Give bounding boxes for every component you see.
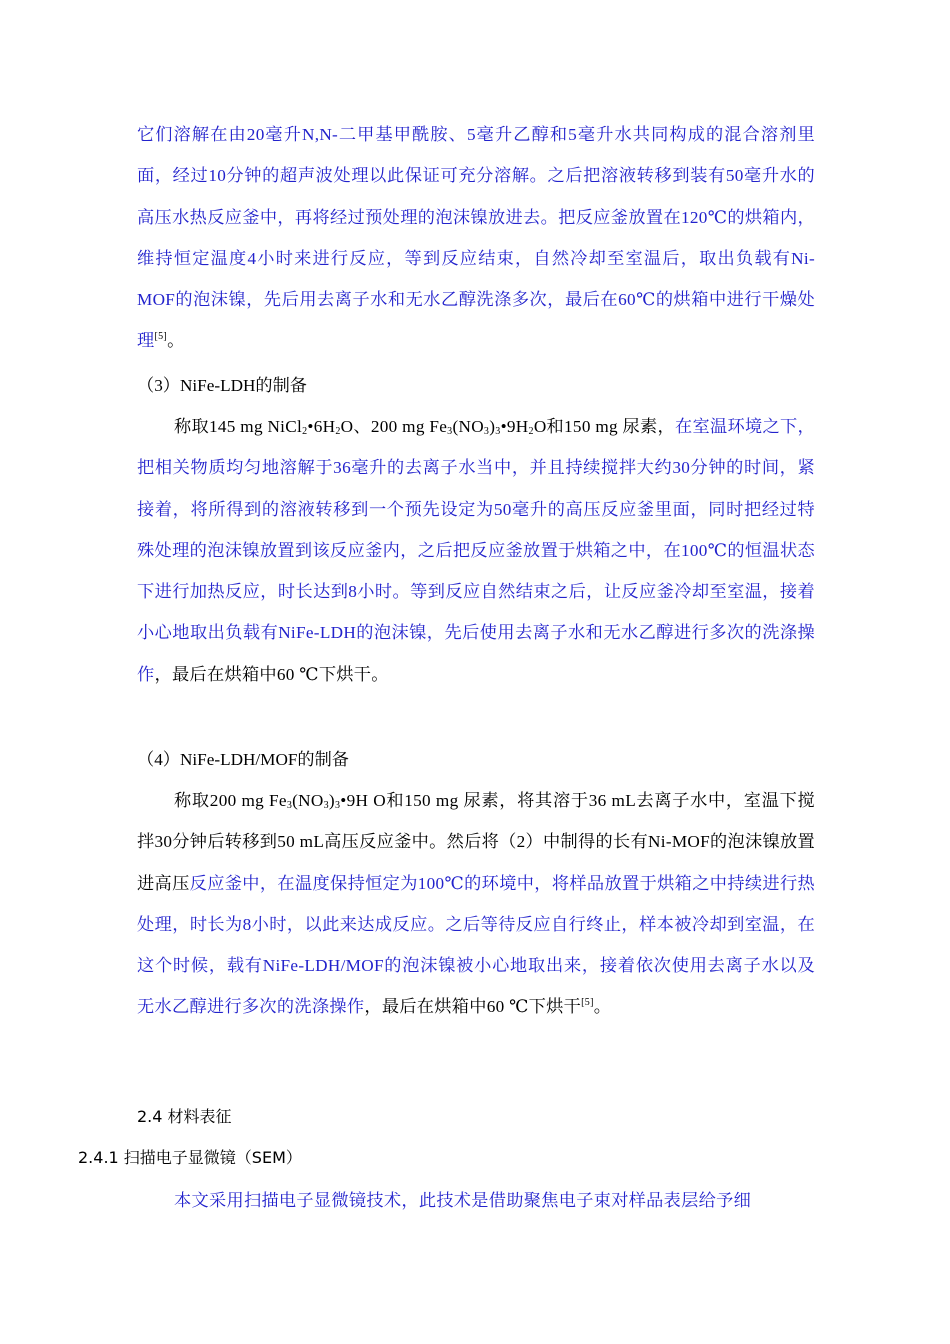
citation-ref: [5]	[581, 997, 594, 1009]
highlighted-text: 反应釜中，在温度保持恒定为100℃的环境中，将样品放置于烘箱之中持续进行热处理，时长为8小时，以此来达成反应。之后等待反应自行终止，样本被冷却到室温，在这个时候，载有NiFe-LDH/MOF的泡沫镍被小心地取出来，接着依次使用去离子水以及无水乙醇进行多次的洗涤操作	[137, 873, 815, 1017]
heading-nife-ldh: （3）NiFe-LDH的制备	[137, 376, 307, 395]
citation-ref: [5]	[154, 331, 168, 343]
section-heading-characterization: 2.4 材料表征	[137, 1107, 232, 1126]
paragraph-nife-ldh-mof-prep: 称取200 mg $Fe_3(NO_3)_3•9H$ O和150 mg 尿素，将其溶于36 mL去离子水中，室温下搅拌30分钟后转移到50 mL高压反应釜中。然后将（2）中制得的长有Ni-MOF的泡沫镍放置进高压反应釜中，在温度保持恒定为100℃的环境中，将样品放置于烘箱之中持续进行热处理，时长为8小时，以此来达成反应。之后等待反应自行终止，样本被冷却到室温，在这个时候，载有NiFe-LDH/MOF的泡沫镍被小心地取出来，接着依次使用去离子水以及无水乙醇进行多次的洗涤操作，最后在烘箱中60 ℃下烘干[5]。	[137, 791, 815, 1017]
highlighted-text: 在室温环境之下，把相关物质均匀地溶解于36毫升的去离子水当中，并且持续搅拌大约30分钟的时间，紧接着，将所得到的溶液转移到一个预先设定为50毫升的高压反应釜里面，同时把经过特殊处理的泡沫镍放置到该反应釜内，之后把反应釜放置于烘箱之中，在100℃的恒温状态下进行加热反应，时长达到8小时。等到反应自然结束之后，让反应釜冷却至室温，接着小心地取出负载有NiFe-LDH的泡沫镍，先后使用去离子水和无水乙醇进行多次的洗涤操作	[137, 417, 815, 684]
subsection-heading-sem: 2.4.1 扫描电子显微镜（SEM）	[78, 1148, 302, 1167]
paragraph-text: 它们溶解在由20毫升N,N-二甲基甲酰胺、5毫升乙醇和5毫升水共同构成的混合溶剂里面，经过10分钟的超声波处理以此保证可充分溶解。之后把溶液转移到装有50毫升水的高压水热反应釜中，再将经过预处理的泡沫镍放进去。把反应釜放置在120℃的烘箱内，维持恒定温度4小时来进行反应，等到反应结束，自然冷却至室温后，取出负载有Ni-MOF的泡沫镍，先后用去离子水和无水乙醇洗涤多次，最后在60℃的烘箱中进行干燥处理	[137, 125, 815, 351]
paragraph-ni-mof-prep: 它们溶解在由20毫升N,N-二甲基甲酰胺、5毫升乙醇和5毫升水共同构成的混合溶剂里面，经过10分钟的超声波处理以此保证可充分溶解。之后把溶液转移到装有50毫升水的高压水热反应釜中，再将经过预处理的泡沫镍放进去。把反应釜放置在120℃的烘箱内，维持恒定温度4小时来进行反应，等到反应结束，自然冷却至室温后，取出负载有Ni-MOF的泡沫镍，先后用去离子水和无水乙醇洗涤多次，最后在60℃的烘箱中进行干燥处理[5]。	[137, 125, 815, 351]
heading-nife-ldh-mof: （4）NiFe-LDH/MOF的制备	[137, 750, 349, 769]
paragraph-nife-ldh-prep: 称取145 mg $NiCl_2•6H_2O$、200 mg $Fe_3(NO_3)_3•9H_2O$和150 mg 尿素，在室温环境之下，把相关物质均匀地溶解于36毫升的去离子水当中，并且持续搅拌大约30分钟的时间，紧接着，将所得到的溶液转移到一个预先设定为50毫升的高压反应釜里面，同时把经过特殊处理的泡沫镍放置到该反应釜内，之后把反应釜放置于烘箱之中，在100℃的恒温状态下进行加热反应，时长达到8小时。等到反应自然结束之后，让反应釜冷却至室温，接着小心地取出负载有NiFe-LDH的泡沫镍，先后使用去离子水和无水乙醇进行多次的洗涤操作，最后在烘箱中60 ℃下烘干。	[137, 417, 815, 684]
paragraph-sem: 本文采用扫描电子显微镜技术，此技术是借助聚焦电子束对样品表层给予细	[174, 1191, 752, 1210]
